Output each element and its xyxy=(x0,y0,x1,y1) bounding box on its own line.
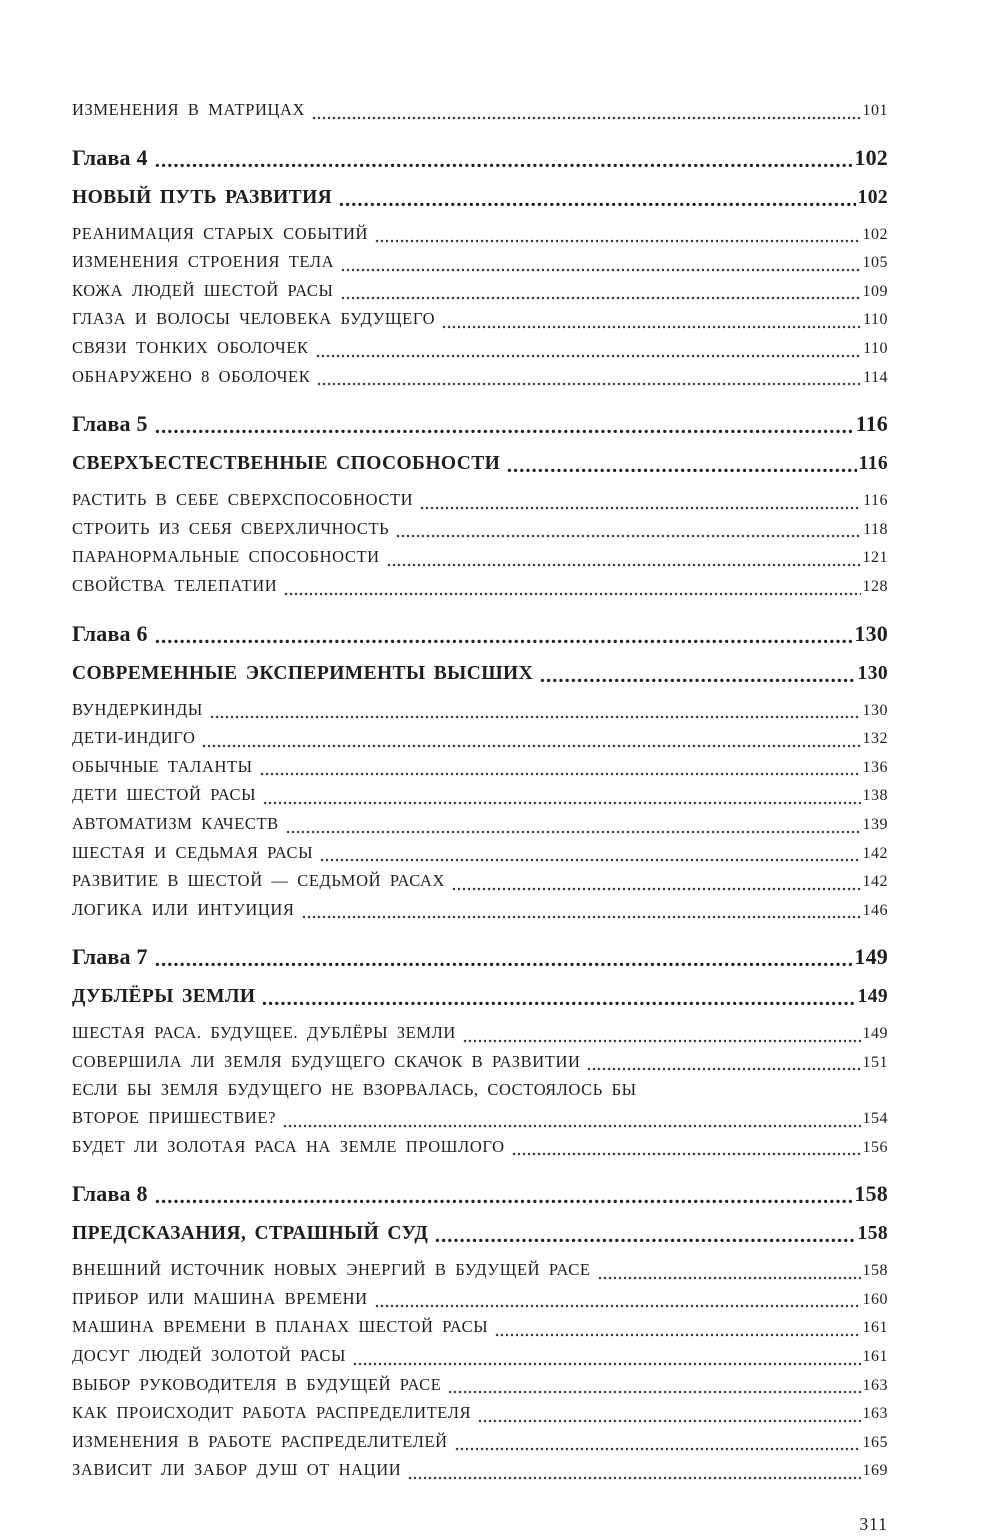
toc-chapter-title-page: 158 xyxy=(857,1223,888,1245)
toc-chapter-label: Глава 8 xyxy=(72,1181,148,1207)
toc-group xyxy=(72,142,888,392)
toc-entry xyxy=(72,1019,888,1048)
dot-leader xyxy=(317,382,861,386)
dot-leader xyxy=(478,1419,860,1423)
toc-entry xyxy=(72,839,888,868)
toc-entry-page: 161 xyxy=(862,1348,888,1366)
dot-leader xyxy=(260,772,861,776)
toc-chapter-title-page: 130 xyxy=(857,662,888,684)
toc-entry-label: СВОЙСТВА ТЕЛЕПАТИИ xyxy=(72,575,278,595)
toc-entry-label: ИЗМЕНЕНИЯ СТРОЕНИЯ ТЕЛА xyxy=(72,252,335,272)
toc-entry-label: РЕАНИМАЦИЯ СТАРЫХ СОБЫТИЙ xyxy=(72,223,369,243)
toc-entry-page: 109 xyxy=(862,282,888,300)
toc-entry-label: ЕСЛИ БЫ ЗЕМЛЯ БУДУЩЕГО НЕ ВЗОРВАЛАСЬ, СОСТОЯЛОСЬ БЫ xyxy=(72,1080,637,1100)
dot-leader xyxy=(598,1276,861,1280)
dot-leader xyxy=(455,1447,861,1451)
dot-leader xyxy=(341,268,860,272)
toc-entry-label: ВУНДЕРКИНДЫ xyxy=(72,699,203,719)
toc-entry-label: РАСТИТЬ В СЕБЕ СВЕРХСПОСОБНОСТИ xyxy=(72,490,414,510)
dot-leader xyxy=(283,1124,860,1128)
toc-chapter-title-page: 149 xyxy=(857,986,888,1008)
dot-leader xyxy=(155,1199,853,1204)
dot-leader xyxy=(155,639,853,644)
toc-entry-page: 110 xyxy=(863,311,888,329)
toc-entry-page: 160 xyxy=(862,1290,888,1308)
toc-entry-label: ПРИБОР ИЛИ МАШИНА ВРЕМЕНИ xyxy=(72,1288,368,1308)
toc-entry xyxy=(72,1313,888,1342)
dot-leader xyxy=(262,1001,855,1006)
dot-leader xyxy=(316,354,861,358)
dot-leader xyxy=(339,202,855,207)
toc-entry-page: 118 xyxy=(863,520,888,538)
dot-leader xyxy=(512,1152,861,1156)
dot-leader xyxy=(155,962,853,967)
dot-leader xyxy=(263,801,860,805)
toc-group xyxy=(72,1178,888,1485)
toc-entry-label: ВТОРОЕ ПРИШЕСТВИЕ? xyxy=(72,1108,277,1128)
dot-leader xyxy=(302,915,861,919)
toc-entry xyxy=(72,1076,888,1104)
toc-entry-label: ЗАВИСИТ ЛИ ЗАБОР ДУШ ОТ НАЦИИ xyxy=(72,1460,402,1480)
toc-entry-label: АВТОМАТИЗМ КАЧЕСТВ xyxy=(72,813,279,833)
toc-chapter-title-label: ПРЕДСКАЗАНИЯ, СТРАШНЫЙ СУД xyxy=(72,1223,429,1245)
dot-leader xyxy=(587,1067,860,1071)
toc-entry xyxy=(72,220,888,249)
page-number: 311 xyxy=(859,1514,888,1534)
toc-chapter-label: Глава 4 xyxy=(72,144,148,170)
toc-entry xyxy=(72,486,888,515)
toc-entry xyxy=(72,1256,888,1285)
toc-entry-page: 154 xyxy=(862,1110,888,1128)
toc-entry-page: 102 xyxy=(862,225,888,243)
toc-entry xyxy=(72,363,888,392)
toc-chapter xyxy=(72,142,888,174)
toc-entry-label: ШЕСТАЯ РАСА. БУДУЩЕЕ. ДУБЛЁРЫ ЗЕМЛИ xyxy=(72,1023,456,1043)
toc-entry-label: КОЖА ЛЮДЕЙ ШЕСТОЙ РАСЫ xyxy=(72,280,334,300)
dot-leader xyxy=(495,1333,860,1337)
toc-entry-label: ИЗМЕНЕНИЯ В РАБОТЕ РАСПРЕДЕЛИТЕЛЕЙ xyxy=(72,1431,448,1451)
toc-entry-page: 116 xyxy=(863,492,888,510)
toc-entry xyxy=(72,572,888,601)
dot-leader xyxy=(375,239,860,243)
dot-leader xyxy=(353,1362,860,1366)
toc-entry-label: ПАРАНОРМАЛЬНЫЕ СПОСОБНОСТИ xyxy=(72,547,380,567)
toc-group xyxy=(72,408,888,600)
toc-group xyxy=(72,96,888,125)
toc-entry-page: 163 xyxy=(862,1376,888,1394)
toc-chapter-title-label: СВЕРХЪЕСТЕСТВЕННЫЕ СПОСОБНОСТИ xyxy=(72,453,501,475)
toc-entry-page: 163 xyxy=(862,1405,888,1423)
toc-entry-label: ЛОГИКА ИЛИ ИНТУИЦИЯ xyxy=(72,899,295,919)
toc-chapter-label: Глава 6 xyxy=(72,620,148,646)
toc-chapter-label: Глава 5 xyxy=(72,411,148,437)
toc-group xyxy=(72,618,888,925)
dot-leader xyxy=(286,830,861,834)
dot-leader xyxy=(448,1390,860,1394)
toc-entry-page: 165 xyxy=(862,1433,888,1451)
toc-entry-label: ДОСУГ ЛЮДЕЙ ЗОЛОТОЙ РАСЫ xyxy=(72,1346,347,1366)
toc-chapter-page: 102 xyxy=(854,144,888,170)
toc-entry-page: 146 xyxy=(862,901,888,919)
toc-chapter-title xyxy=(72,183,888,213)
dot-leader xyxy=(202,744,860,748)
toc-entry-label: ОБНАРУЖЕНО 8 ОБОЛОЧЕК xyxy=(72,366,311,386)
toc-entry-label: ДЕТИ ШЕСТОЙ РАСЫ xyxy=(72,785,257,805)
toc-entry xyxy=(72,753,888,782)
dot-leader xyxy=(463,1039,861,1043)
toc-entry xyxy=(72,724,888,753)
toc-entry-label: ВЫБОР РУКОВОДИТЕЛЯ В БУДУЩЕЙ РАСЕ xyxy=(72,1374,442,1394)
toc-entry-page: 169 xyxy=(862,1462,888,1480)
dot-leader xyxy=(312,116,860,120)
toc-entry-label: ДЕТИ-ИНДИГО xyxy=(72,728,196,748)
dot-leader xyxy=(375,1304,861,1308)
toc-entry-page: 156 xyxy=(862,1138,888,1156)
toc-entry xyxy=(72,1456,888,1485)
toc-entry xyxy=(72,96,888,125)
toc-entry xyxy=(72,781,888,810)
toc-entry-label: МАШИНА ВРЕМЕНИ В ПЛАНАХ ШЕСТОЙ РАСЫ xyxy=(72,1317,489,1337)
toc-entry xyxy=(72,1285,888,1314)
toc-entry-label: СОВЕРШИЛА ЛИ ЗЕМЛЯ БУДУЩЕГО СКАЧОК В РАЗВИТИИ xyxy=(72,1051,581,1071)
toc-chapter-title xyxy=(72,659,888,689)
toc-entry xyxy=(72,1342,888,1371)
toc-chapter xyxy=(72,941,888,973)
toc-entry-page: 128 xyxy=(862,577,888,595)
toc-chapter xyxy=(72,618,888,650)
toc-chapter-title-label: ДУБЛЁРЫ ЗЕМЛИ xyxy=(72,986,256,1008)
toc-entry-page: 158 xyxy=(862,1262,888,1280)
dot-leader xyxy=(435,1238,855,1243)
dot-leader xyxy=(420,506,861,510)
toc-entry-page: 105 xyxy=(862,254,888,272)
toc-group xyxy=(72,941,888,1161)
toc-entry-page: 138 xyxy=(862,787,888,805)
dot-leader xyxy=(442,325,861,329)
toc xyxy=(72,96,888,1485)
toc-entry-page: 132 xyxy=(862,730,888,748)
dot-leader xyxy=(387,563,861,567)
toc-entry-page: 149 xyxy=(862,1025,888,1043)
dot-leader xyxy=(540,678,855,683)
dot-leader xyxy=(155,163,853,168)
toc-chapter-title xyxy=(72,982,888,1012)
toc-entry-label: ГЛАЗА И ВОЛОСЫ ЧЕЛОВЕКА БУДУЩЕГО xyxy=(72,309,436,329)
toc-entry-label: РАЗВИТИЕ В ШЕСТОЙ — СЕДЬМОЙ РАСАХ xyxy=(72,871,446,891)
toc-entry xyxy=(72,1133,888,1162)
toc-chapter-title-page: 116 xyxy=(858,453,888,475)
toc-entry xyxy=(72,810,888,839)
toc-chapter-page: 130 xyxy=(854,620,888,646)
toc-entry xyxy=(72,1104,888,1133)
toc-entry xyxy=(72,277,888,306)
toc-entry xyxy=(72,515,888,544)
toc-entry-label: ОБЫЧНЫЕ ТАЛАНТЫ xyxy=(72,756,253,776)
toc-entry xyxy=(72,1399,888,1428)
toc-entry xyxy=(72,543,888,572)
toc-chapter-title-page: 102 xyxy=(857,186,888,208)
toc-entry xyxy=(72,1371,888,1400)
toc-entry-page: 142 xyxy=(862,844,888,862)
toc-entry xyxy=(72,334,888,363)
toc-chapter-title xyxy=(72,449,888,479)
toc-entry-page: 114 xyxy=(863,368,888,386)
toc-entry-label: ШЕСТАЯ И СЕДЬМАЯ РАСЫ xyxy=(72,842,314,862)
toc-entry xyxy=(72,1048,888,1077)
toc-entry xyxy=(72,696,888,725)
toc-entry-label: КАК ПРОИСХОДИТ РАБОТА РАСПРЕДЕЛИТЕЛЯ xyxy=(72,1403,472,1423)
dot-leader xyxy=(155,429,854,434)
dot-leader xyxy=(396,534,861,538)
toc-entry-label: СВЯЗИ ТОНКИХ ОБОЛОЧЕК xyxy=(72,337,309,357)
toc-entry xyxy=(72,248,888,277)
toc-entry-page: 139 xyxy=(862,815,888,833)
toc-chapter-page: 149 xyxy=(854,944,888,970)
dot-leader xyxy=(507,468,856,473)
dot-leader xyxy=(210,715,861,719)
toc-entry-page: 142 xyxy=(862,873,888,891)
toc-entry-label: ИЗМЕНЕНИЯ В МАТРИЦАХ xyxy=(72,100,306,119)
dot-leader xyxy=(284,592,860,596)
toc-entry-label: ВНЕШНИЙ ИСТОЧНИК НОВЫХ ЭНЕРГИЙ В БУДУЩЕЙ РАСЕ xyxy=(72,1260,591,1280)
toc-entry xyxy=(72,867,888,896)
toc-entry-page: 101 xyxy=(862,102,888,119)
toc-entry-page: 110 xyxy=(863,339,888,357)
toc-entry-page: 136 xyxy=(862,758,888,776)
toc-entry-label: БУДЕТ ЛИ ЗОЛОТАЯ РАСА НА ЗЕМЛЕ ПРОШЛОГО xyxy=(72,1136,505,1156)
toc-entry xyxy=(72,1428,888,1457)
toc-chapter xyxy=(72,1178,888,1210)
toc-entry-label: СТРОИТЬ ИЗ СЕБЯ СВЕРХЛИЧНОСТЬ xyxy=(72,518,390,538)
toc-chapter-label: Глава 7 xyxy=(72,944,148,970)
toc-entry xyxy=(72,896,888,925)
toc-entry-page: 121 xyxy=(862,549,888,567)
toc-entry xyxy=(72,305,888,334)
toc-chapter-title-label: СОВРЕМЕННЫЕ ЭКСПЕРИМЕНТЫ ВЫСШИХ xyxy=(72,662,534,684)
dot-leader xyxy=(452,887,860,891)
toc-entry-page: 151 xyxy=(862,1053,888,1071)
toc-chapter-page: 158 xyxy=(854,1181,888,1207)
dot-leader xyxy=(408,1476,860,1480)
dot-leader xyxy=(320,858,860,862)
toc-chapter-title xyxy=(72,1219,888,1249)
toc-chapter-page: 116 xyxy=(855,411,888,437)
toc-entry-page: 161 xyxy=(862,1319,888,1337)
toc-chapter-title-label: НОВЫЙ ПУТЬ РАЗВИТИЯ xyxy=(72,186,333,208)
toc-chapter xyxy=(72,408,888,440)
toc-entry-page: 130 xyxy=(862,701,888,719)
dot-leader xyxy=(341,296,861,300)
